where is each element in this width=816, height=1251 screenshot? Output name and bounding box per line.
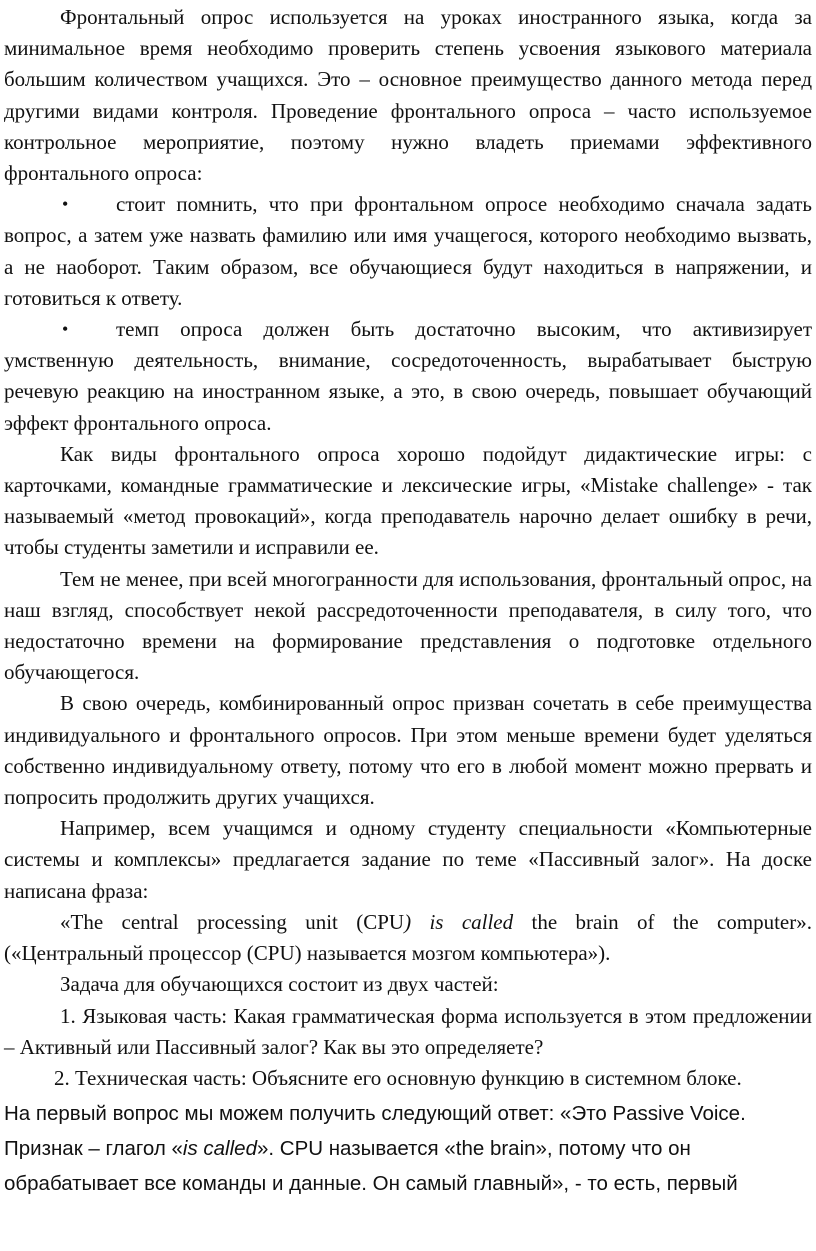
paragraph-combined: В свою очередь, комбинированный опрос призван сочетать в себе преимущества индивидуального и фронтального опросов. При этом меньше времени будет уделяться собственно индивидуальному ответу, потому что его в любой момент можно прервать и попросить продолжить других учащихся. [4,691,812,810]
bullet-dot-icon: • [62,194,69,215]
paragraph-answer [4,1096,812,1201]
paragraph-language-part: 1. Языковая часть: Какая грамматическая форма используется в этом предложении – Активный или Пассивный залог? Как вы это определяете? [4,1003,812,1059]
phrase-part-1: «The central processing unit (CPU [60,909,405,934]
answer-part-2: ». CPU называется «the brain», потому что он обрабатывает все команды и данные. Он самый главный», - то есть, первый [4,1137,738,1196]
answer-italic: is called [182,1137,257,1161]
bullet-dot-icon: • [62,319,69,340]
bullet-text-1: стоит помнить, что при фронтальном опросе необходимо сначала задать вопрос, а затем уже назвать фамилию или имя учащегося, которого необходимо вызвать, а не наоборот. Таким образом, все обучающиеся будут находиться в напряжении, и готовиться к ответу. [4,192,812,310]
answer-part-1: На первый вопрос мы можем получить следующий ответ: «Это Passive Voice. Признак – глагол « [4,1102,746,1161]
phrase-part-2: the brain of the computer». («Центральный процессор (CPU) называется мозгом компьютера»). [4,909,812,966]
phrase-italic: ) is called [404,909,514,934]
paragraph-however: Тем не менее, при всей многогранности для использования, фронтальный опрос, на наш взгляд, способствует некой рассредоточенности преподавателя, в силу того, что недостаточно времени на формирование представления о подготовке отдельного обучающегося. [4,566,812,685]
bullet-text-2: темп опроса должен быть достаточно высоким, что активизирует умственную деятельность, внимание, сосредоточенность, вырабатывает быструю речевую реакцию на иностранном языке, а это, в свою очередь, повышает обучающий эффект фронтального опроса. [4,317,812,435]
paragraph-technical-part: 2. Техническая часть: Объясните его основную функцию в системном блоке. [54,1065,742,1090]
bullet-item-2 [4,314,812,439]
bullet-item-1 [4,189,812,314]
paragraph-example: Например, всем учащимся и одному студенту специальности «Компьютерные системы и комплексы» предлагается задание по теме «Пассивный залог». На доске написана фраза: [4,816,812,903]
paragraph-phrase [4,907,812,969]
paragraph-intro: Фронтальный опрос используется на уроках иностранного языка, когда за минимальное время необходимо проверить степень усвоения языкового материала большим количеством учащихся. Это – основное преимущество данного метода перед другими видами контроля. Проведение фронтального опроса – часто используемое контрольное мероприятие, поэтому нужно владеть приемами эффективного фронтального опроса: [4,5,812,186]
paragraph-task: Задача для обучающихся состоит из двух частей: [60,972,499,997]
paragraph-games: Как виды фронтального опроса хорошо подойдут дидактические игры: с карточками, командные грамматические и лексические игры, «Mistake challenge» - так называемый «метод провокаций», когда преподаватель нарочно делает ошибку в речи, чтобы студенты заметили и исправили ее. [4,441,812,560]
